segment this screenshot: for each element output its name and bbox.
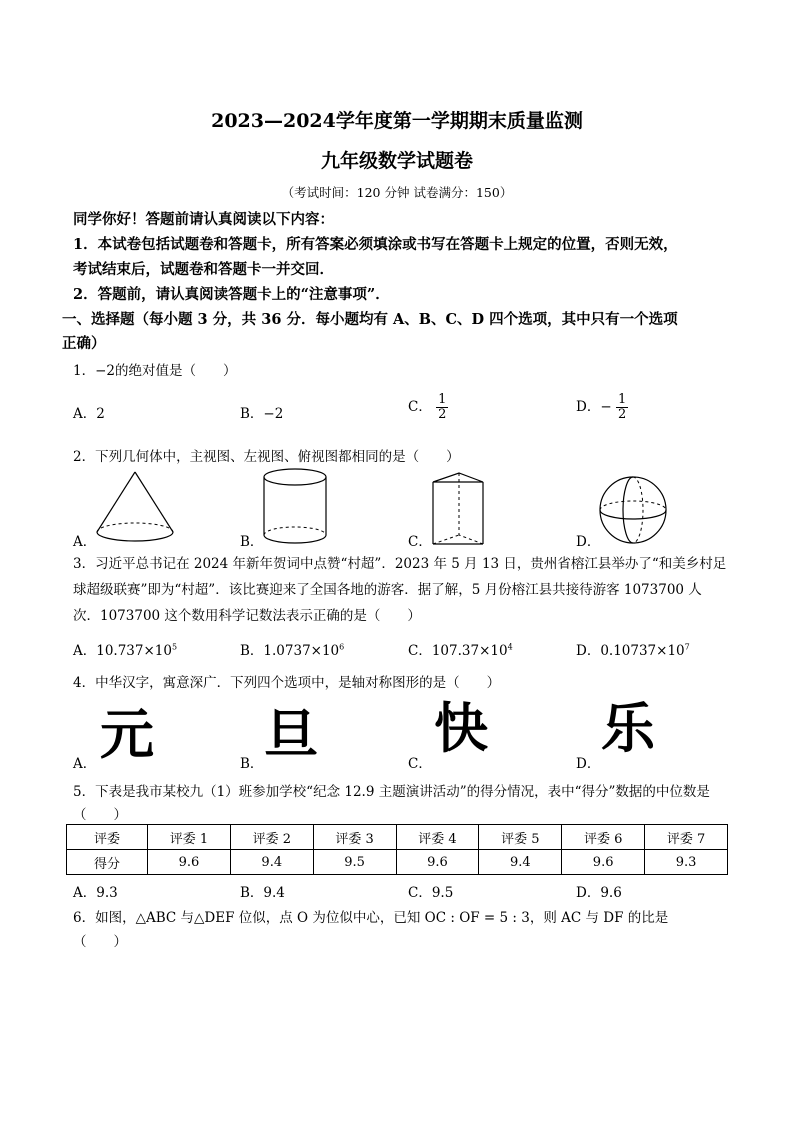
q5-line2: （ ）	[73, 807, 127, 823]
q2-option-c: C．	[408, 534, 432, 550]
character-yuan: 元	[100, 703, 154, 766]
character-dan: 旦	[264, 703, 318, 766]
q1-option-c	[408, 393, 448, 422]
q1-option-d-label: D．−	[576, 399, 612, 415]
q5-option-a: A．9.3	[73, 885, 118, 901]
greeting: 同学你好！答题前请认真阅读以下内容：	[73, 211, 334, 228]
table-cell: 9.6	[396, 850, 479, 875]
triangular-prism-figure	[427, 470, 497, 550]
q1-option-a: A．2	[73, 406, 105, 422]
table-row	[67, 850, 728, 875]
q1-option-b: B．−2	[240, 406, 284, 422]
table-cell: 评委 4	[396, 825, 479, 850]
q3-option-d-base: D．0.10737×10	[576, 643, 685, 659]
q3-option-c-base: C．107.37×10	[408, 643, 508, 659]
q4-option-d: D．	[576, 756, 601, 772]
table-cell: 评委 3	[313, 825, 396, 850]
section-heading-line2: 正确）	[62, 335, 106, 352]
page-subtitle: 九年级数学试题卷	[320, 150, 473, 172]
q1-stem: 1．−2的绝对值是（ ）	[73, 363, 237, 379]
table-cell: 9.5	[313, 850, 396, 875]
q3-option-a-base: A．10.737×10	[73, 643, 172, 659]
instruction-1-line2: 考试结束后，试题卷和答题卡一并交回．	[73, 261, 334, 278]
table-cell: 评委	[67, 825, 148, 850]
q1-option-c-fraction	[436, 393, 448, 422]
q6-line1: 6．如图，△ABC 与△DEF 位似，点 O 为位似中心，已知 OC : OF = 5 : 3，则 AC 与 DF 的比是	[73, 910, 669, 926]
table-cell: 评委 1	[148, 825, 231, 850]
table-cell: 9.3	[645, 850, 728, 875]
character-kuai: 快	[434, 697, 488, 760]
sphere-figure	[598, 470, 670, 550]
character-le: 乐	[601, 697, 655, 760]
q3-option-b	[240, 639, 344, 659]
fraction-denominator: 2	[438, 407, 447, 422]
q5-option-b: B．9.4	[240, 885, 285, 901]
section-heading-line1: 一、选择题（每小题 3 分，共 36 分．每小题均有 A、B、C、D 四个选项，其中只有一个选项	[62, 311, 678, 328]
table-cell: 9.4	[479, 850, 562, 875]
instruction-1-line1: 1．本试卷包括试题卷和答题卡，所有答案必须填涂或书写在答题卡上规定的位置，否则无效，	[73, 236, 678, 253]
fraction-numerator: 1	[438, 392, 447, 407]
q5-option-c: C．9.5	[408, 885, 454, 901]
q1-option-d-fraction	[616, 393, 628, 422]
q3-option-d-exponent: 7	[684, 642, 690, 652]
q2-option-b: B．	[240, 534, 264, 550]
table-cell: 得分	[67, 850, 148, 875]
table-header-row	[67, 825, 728, 850]
table-cell: 评委 6	[562, 825, 645, 850]
q4-option-b: B．	[240, 756, 264, 772]
q4-option-c: C．	[408, 756, 432, 772]
q3-option-a	[73, 639, 177, 659]
q3-option-c-exponent: 4	[507, 642, 513, 652]
table-cell: 9.6	[562, 850, 645, 875]
table-cell: 评委 2	[230, 825, 313, 850]
fraction-numerator: 1	[617, 392, 627, 407]
table-cell: 评委 5	[479, 825, 562, 850]
q3-option-c	[408, 639, 513, 659]
q4-option-a: A．	[73, 756, 97, 772]
q3-line3: 次．1073700 这个数用科学记数法表示正确的是（ ）	[73, 608, 421, 624]
q1-option-d	[576, 393, 628, 422]
table-cell: 评委 7	[645, 825, 728, 850]
cylinder-figure	[259, 467, 331, 549]
q2-option-a: A．	[73, 534, 97, 550]
q3-line2: 球超级联赛”即为“村超”．该比赛迎来了全国各地的游客．据了解，5 月份榕江县共接待游客 1073700 人	[73, 582, 702, 598]
page-title: 2023—2024学年度第一学期期末质量监测	[211, 110, 583, 132]
cone-figure	[94, 470, 176, 546]
table-cell: 9.4	[230, 850, 313, 875]
fraction-denominator: 2	[617, 407, 627, 422]
q3-line1: 3．习近平总书记在 2024 年新年贺词中点赞“村超”．2023 年 5 月 13 日，贵州省榕江县举办了“和美乡村足	[73, 556, 727, 572]
q3-option-a-exponent: 5	[171, 642, 178, 652]
q3-option-b-base: B．1.0737×10	[240, 643, 340, 659]
score-table	[66, 824, 728, 875]
q5-line1: 5．下表是我市某校九（1）班参加学校“纪念 12.9 主题演讲活动”的得分情况，表中“得分”数据的中位数是	[73, 784, 710, 800]
q3-option-b-exponent: 6	[339, 642, 345, 652]
q1-option-c-label: C．	[408, 399, 432, 415]
instruction-2: 2．答题前，请认真阅读答题卡上的“注意事项”．	[73, 286, 390, 303]
q2-stem: 2．下列几何体中，主视图、左视图、俯视图都相同的是（ ）	[73, 449, 460, 465]
q5-option-d: D．9.6	[576, 885, 622, 901]
q2-option-d: D．	[576, 534, 601, 550]
q4-stem: 4．中华汉字，寓意深广．下列四个选项中，是轴对称图形的是（ ）	[73, 675, 501, 691]
q6-line2: （ ）	[73, 934, 127, 950]
q3-option-d	[576, 639, 690, 659]
table-cell: 9.6	[148, 850, 231, 875]
exam-info: （考试时间：120 分钟 试卷满分：150）	[281, 185, 513, 200]
